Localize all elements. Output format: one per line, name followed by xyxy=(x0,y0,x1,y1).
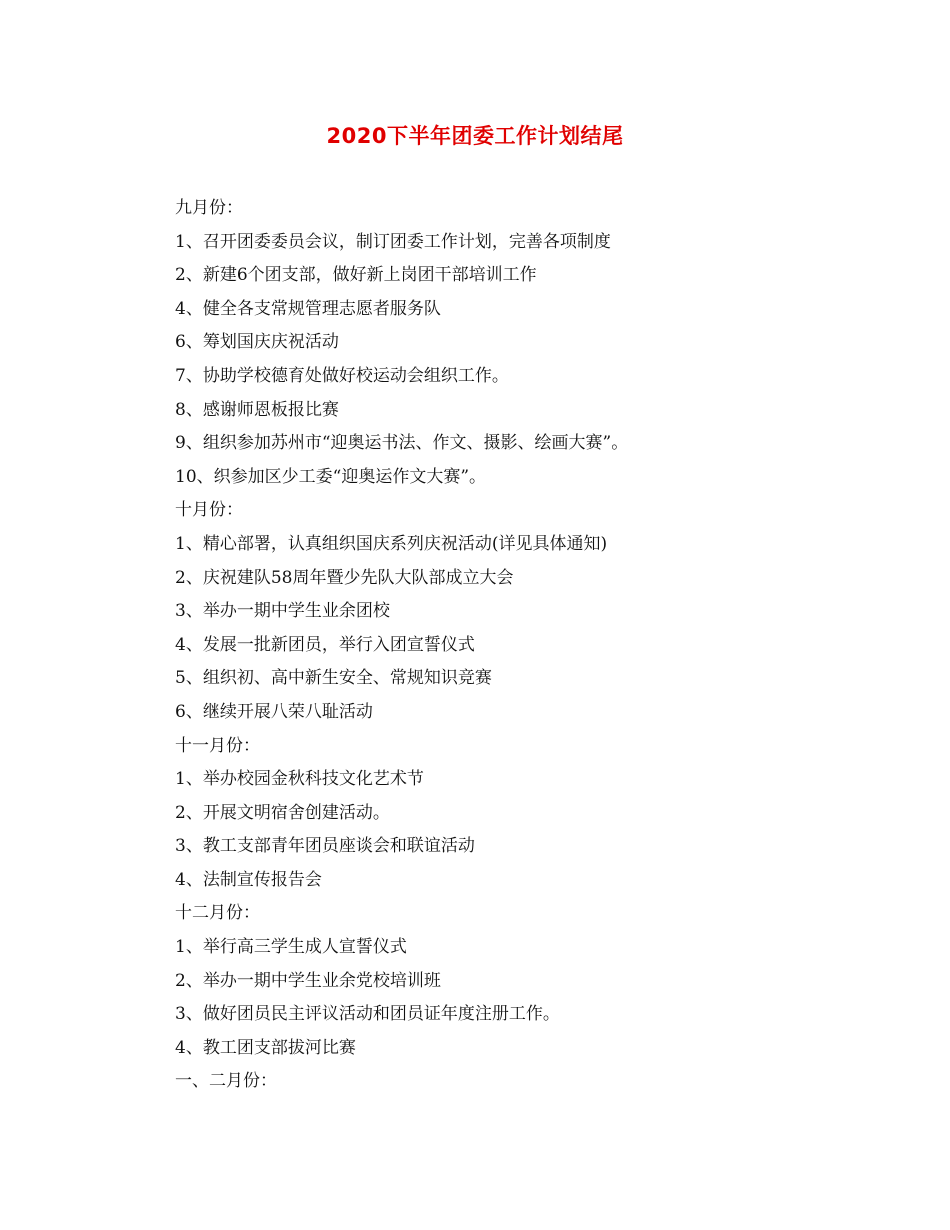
list-item: 3、举办一期中学生业余团校 xyxy=(175,601,390,622)
section-heading-november: 十一月份： xyxy=(175,735,260,756)
list-item: 3、教工支部青年团员座谈会和联谊活动 xyxy=(175,836,475,857)
list-item: 4、发展一批新团员，举行入团宣誓仪式 xyxy=(175,634,475,655)
list-item: 6、继续开展八荣八耻活动 xyxy=(175,701,373,722)
list-item: 2、举办一期中学生业余党校培训班 xyxy=(175,970,441,991)
list-item: 1、举行高三学生成人宣誓仪式 xyxy=(175,937,407,958)
list-item: 6、筹划国庆庆祝活动 xyxy=(175,332,339,353)
list-item: 4、健全各支常规管理志愿者服务队 xyxy=(175,298,441,319)
list-item: 2、开展文明宿舍创建活动。 xyxy=(175,802,390,823)
section-heading-october: 十月份： xyxy=(175,500,243,521)
list-item: 7、协助学校德育处做好校运动会组织工作。 xyxy=(175,365,509,386)
section-heading-september: 九月份： xyxy=(175,198,243,218)
list-item: 2、新建6个团支部，做好新上岗团干部培训工作 xyxy=(175,265,537,286)
section-heading-december: 十二月份： xyxy=(175,903,260,924)
document-title: 2020下半年团委工作计划结尾 xyxy=(326,124,624,148)
list-item: 5、组织初、高中新生安全、常规知识竞赛 xyxy=(175,668,492,689)
list-item: 8、感谢师恩板报比赛 xyxy=(175,399,339,420)
list-item: 10、织参加区少工委“迎奥运作文大赛”。 xyxy=(175,466,487,487)
document-body xyxy=(175,192,875,1099)
list-item: 4、法制宣传报告会 xyxy=(175,869,322,890)
list-item: 1、召开团委委员会议，制订团委工作计划，完善各项制度 xyxy=(175,231,611,252)
list-item: 2、庆祝建队58周年暨少先队大队部成立大会 xyxy=(175,567,514,588)
list-item: 4、教工团支部拔河比赛 xyxy=(175,1037,356,1058)
list-item: 1、精心部署，认真组织国庆系列庆祝活动(详见具体通知) xyxy=(175,533,608,554)
list-item: 1、举办校园金秋科技文化艺术节 xyxy=(175,769,424,790)
list-item: 9、组织参加苏州市“迎奥运书法、作文、摄影、绘画大赛”。 xyxy=(175,433,629,454)
section-heading-jan-feb: 一、二月份： xyxy=(175,1071,277,1092)
list-item: 3、做好团员民主评议活动和团员证年度注册工作。 xyxy=(175,1004,560,1025)
